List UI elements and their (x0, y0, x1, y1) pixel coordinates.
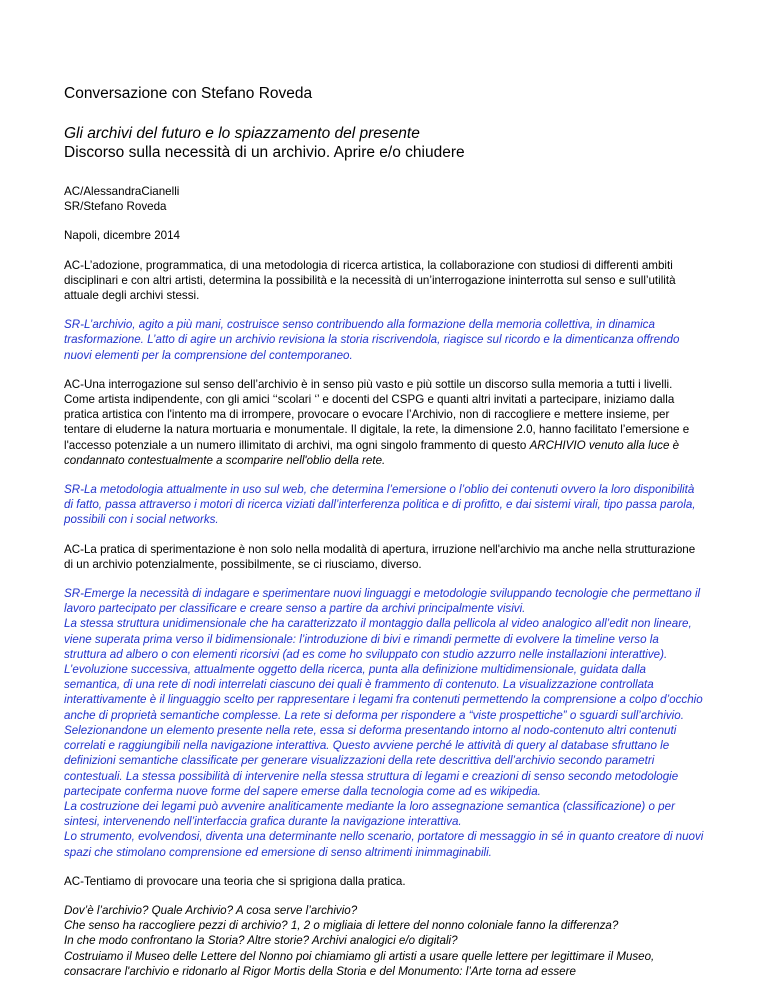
subtitle-regular: Discorso sulla necessità di un archivio. Aprire e/o chiudere (64, 144, 465, 161)
paragraph-ac-1: AC-L’adozione, programmatica, di una metodologia di ricerca artistica, la collaborazione con studiosi di differenti ambiti disciplinari e con altri artisti, determina la possibilità e la necessità di un’interrogazione ininterrotta sul senso e sull’utilità attuale degli archivi stessi. (64, 258, 676, 303)
questions-line-2: Che senso ha raccogliere pezzi di archivio? 1, 2 o migliaia di lettere del nonno coloniale fanno la differenza? (64, 919, 619, 933)
role-sr: SR/Stefano Roveda (64, 200, 167, 214)
paragraph-ac-2 (64, 377, 704, 468)
paragraph-ac-4: AC-Tentiamo di provocare una teoria che si sprigiona dalla pratica. (64, 874, 406, 888)
paragraph-sr-2: SR-La metodologia attualmente in uso sul web, che determina l’emersione o l’oblio dei contenuti ovvero la loro disponibilità di fatto, passa attraverso i motori di ricerca viziati dall’interferenza politica e di profitto, e dai sistemi virali, tipo passa parola, possibili con i social networks. (64, 483, 696, 527)
subtitle-italic: Gli archivi del futuro e lo spiazzamento del presente (64, 125, 420, 142)
paragraph-ac-2-main: AC-Una interrogazione sul senso dell’archivio è in senso più vasto e più sottile un discorso sulla memoria a tutti i livelli. Come artista indipendente, con gli amici ‘‘scolari ‘’ e docenti del CSPG e quanti altri invitati a partecipare, iniziamo dalla pratica artistica con l'intento ma di irrompere, provocare o evocare l’Archivio, non di raccogliere e mettere insieme, per tentare di eluderne la natura mortuaria e monumentale. Il digitale, la rete, la dimensione 2.0, hanno facilitato l’emersione e l'accesso potenziale a un numero illimitato di archivi, ma ogni singolo frammento di questo (64, 377, 690, 452)
sr3-line-4: Lo strumento, evolvendosi, diventa una determinante nello scenario, portatore di messaggio in sé in quanto creatore di nuovi spazi che stimolano comprensione ed emersione di senso altrimenti inimmaginabili. (64, 830, 704, 859)
place-date: Napoli, dicembre 2014 (64, 229, 181, 243)
sr3-line-1: SR-Emerge la necessità di indagare e sperimentare nuovi linguaggi e metodologie sviluppando tecnologie che permettano il lavoro partecipato per classificare e creare senso a partire da archivi principalmente visivi. (64, 587, 701, 616)
paragraph-ac-3: AC-La pratica di sperimentazione è non solo nella modalità di apertura, irruzione nell'archivio ma anche nella strutturazione di un archivio potenzialmente, possibilmente, se ci riusciamo, diverso. (64, 542, 696, 571)
paragraph-sr-3 (64, 586, 704, 860)
role-ac: AC/AlessandraCianelli (64, 185, 180, 198)
questions-line-1: Dov’è l’archivio? Quale Archivio? A cosa serve l’archivio? (64, 903, 358, 917)
document-subtitle (64, 124, 704, 162)
paragraph-ac-2-italic: ARCHIVIO venuto alla luce è condannato contestualmente a scomparire nell'oblio della rete. (64, 438, 680, 467)
document-page (64, 84, 704, 979)
questions-line-3: In che modo confrontano la Storia? Altre storie? Archivi analogici e/o digitali? (64, 934, 458, 948)
roles-block (64, 184, 704, 214)
paragraph-questions (64, 903, 704, 979)
paragraph-sr-1: SR-L’archivio, agito a più mani, costruisce senso contribuendo alla formazione della memoria collettiva, in dinamica trasformazione. L’atto di agire un archivio revisiona la storia riscrivendola, riagisce sul ricordo e la dimenticanza offrendo nuovi elementi per la comprensione del contemporaneo. (64, 318, 680, 362)
document-title: Conversazione con Stefano Roveda (64, 85, 313, 102)
sr3-line-3: La costruzione dei legami può avvenire analiticamente mediante la loro assegnazione semantica (classificazione) o per sintesi, intervenendo nell’interfaccia grafica durante la navigazione interattiva. (64, 799, 675, 829)
sr3-line-2: La stessa struttura unidimensionale che ha caratterizzato il montaggio dalla pellicola al video analogico all’edit non lineare, viene superata prima verso il bidimensionale: l’introduzione di bivi e rimandi permette di evolvere la timeline verso la struttura ad albero o con elementi ricorsivi (ad es come ho sviluppato con studio azzurro nelle installazioni interattive). L’evoluzione successiva, attualmente oggetto della ricerca, punta alla definizione multidimensionale, guidata dalla semantica, di una rete di nodi interrelati ciascuno dei quali è frammento di contenuto. La visualizzazione controllata interattivamente è il linguaggio scelto per rappresentare i legami fra contenuti permettendo la comprensione a colpo d’occhio anche di proprietà semantiche complesse. La rete si deforma per rispondere a “viste prospettiche” o sguardi sull’archivio. Selezionandone un elemento presente nella rete, essa si deforma presentando intorno al nodo-contenuto altri contenuti correlati e raggiungibili nella navigazione interattiva. Questo avviene perché le attività di query al database sfruttano le definizioni semantiche classificate per generare visualizzazioni della rete descrittiva dell’archivio secondo parametri contestuali. La stessa possibilità di intervenire nella stessa struttura di legami e creazioni di senso secondo metodologie partecipate conferma nuove forme del sapere emerse dalla tecnologia come ad es wikipedia. (64, 617, 703, 798)
questions-line-4: Costruiamo il Museo delle Lettere del Nonno poi chiamiamo gli artisti a usare quelle lettere per legittimare il Museo, consacrare l'archivio e ridonarlo al Rigor Mortis della Storia e del Monumento: l’Arte torna ad essere (64, 949, 655, 978)
